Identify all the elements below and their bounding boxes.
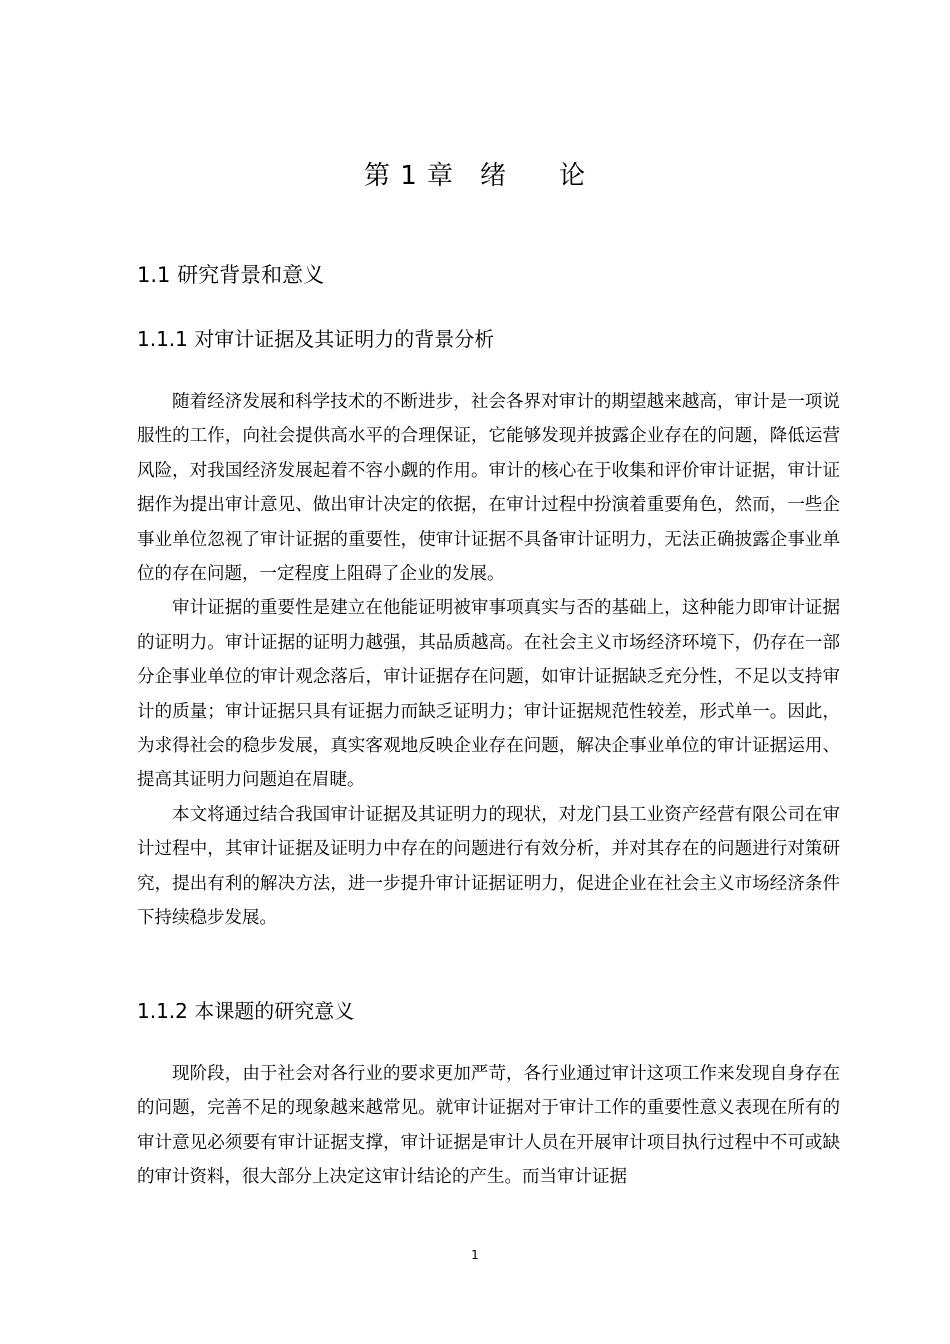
section-1-1-1-body <box>137 385 840 936</box>
section-heading-1-1-1: 1.1.1 对审计证据及其证明力的背景分析 <box>137 327 495 351</box>
section-heading-1-1: 1.1 研究背景和意义 <box>137 263 325 287</box>
section-heading-1-1-2: 1.1.2 本课题的研究意义 <box>137 999 355 1023</box>
paragraph: 本文将通过结合我国审计证据及其证明力的现状，对龙门县工业资产经营有限公司在审计过程中，其审计证据及证明力中存在的问题进行有效分析，并对其存在的问题进行对策研究，提出有利的解决方法，进一步提升审计证据证明力，促进企业在社会主义市场经济条件下持续稳步发展。 <box>137 804 840 929</box>
chapter-number: 第 1 章 <box>363 161 455 191</box>
paragraph: 现阶段，由于社会对各行业的要求更加严苛，各行业通过审计这项工作来发现自身存在的问题，完善不足的现象越来越常见。就审计证据对于审计工作的重要性意义表现在所有的审计意见必须要有审计证据支撑，审计证据是审计人员在开展审计项目执行过程中不可或缺的审计资料，很大部分上决定这审计结论的产生。而当审计证据 <box>137 1064 840 1188</box>
chapter-title <box>0 158 950 194</box>
chapter-title-char-2: 论 <box>559 161 587 191</box>
paragraph: 审计证据的重要性是建立在他能证明被审事项真实与否的基础上，这种能力即审计证据的证明力。审计证据的证明力越强，其品质越高。在社会主义市场经济环境下，仍存在一部分企事业单位的审计观念落后，审计证据存在问题，如审计证据缺乏充分性，不足以支持审计的质量；审计证据只具有证据力而缺乏证明力；审计证据规范性较差，形式单一。因此，为求得社会的稳步发展，真实客观地反映企业存在问题，解决企事业单位的审计证据运用、提高其证明力问题迫在眉睫。 <box>137 598 840 791</box>
page-number: 1 <box>471 1248 479 1262</box>
section-1-1-2-body <box>137 1057 840 1195</box>
chapter-title-char-1: 绪 <box>480 161 508 191</box>
paragraph: 随着经济发展和科学技术的不断进步，社会各界对审计的期望越来越高，审计是一项说服性的工作，向社会提供高水平的合理保证，它能够发现并披露企业存在的问题，降低运营风险，对我国经济发展起着不容小觑的作用。审计的核心在于收集和评价审计证据，审计证据作为提出审计意见、做出审计决定的依据，在审计过程中扮演着重要角色，然而，一些企事业单位忽视了审计证据的重要性，使审计证据不具备审计证明力，无法正确披露企事业单位的存在问题，一定程度上阻碍了企业的发展。 <box>137 392 840 585</box>
